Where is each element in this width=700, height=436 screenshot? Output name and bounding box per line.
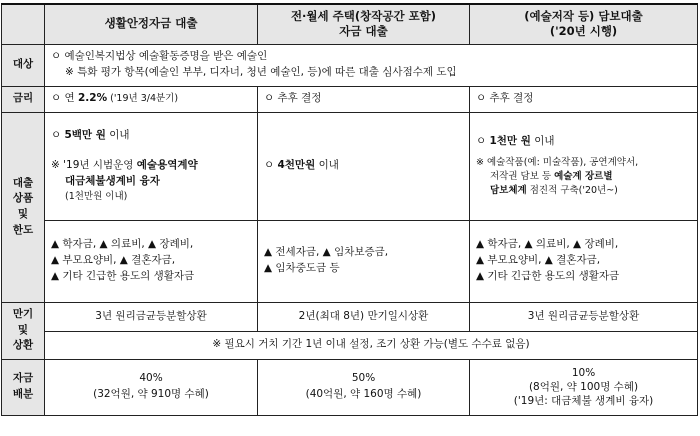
header-housing-line2: 자금 대출 [339, 24, 388, 39]
rate-living-period: ('19년 3/4분기) [107, 93, 179, 105]
rate-living-value: 2.2% [77, 92, 108, 105]
limit-collateral-note3-bold: 담보체계 [490, 185, 527, 196]
limit-housing-prefix: ㅇ [264, 159, 278, 172]
limit-living-amount-value: 5백만 원 [64, 129, 106, 142]
limit-living-amount [51, 128, 251, 144]
header-housing-line1: 전·월세 주택(창작공간 포함) [290, 8, 437, 23]
header-collateral-loan [470, 4, 698, 44]
uses-living-line3: ▲ 기타 긴급한 용도의 생활자금 [51, 269, 195, 282]
funds-collateral-pct: 10% [571, 366, 596, 379]
limit-living-note-prefix: ※ '19년 시범운영 [51, 159, 137, 171]
label-limit-2: 상품 [12, 192, 34, 205]
target-line1: ㅇ 예술인복지법상 예술활동증명을 받은 예술인 [51, 50, 268, 63]
header-living-fund: 생활안정자금 대출 [45, 4, 258, 44]
uses-living-line2: ▲ 부모요양비, ▲ 결혼자금, [51, 254, 176, 267]
row-repay-note [2, 331, 698, 359]
rate-living [45, 86, 258, 112]
limit-living-note-sub: (1천만원 이내) [65, 190, 128, 202]
uses-living-line1: ▲ 학자금, ▲ 의료비, ▲ 장례비, [51, 238, 194, 251]
label-target: 대상 [2, 44, 45, 86]
funds-housing-pct: 50% [351, 372, 376, 385]
uses-collateral [470, 220, 698, 302]
repay-note: ※ 필요시 거치 기간 1년 이내 설정, 조기 상환 가능(별도 수수료 없음) [45, 331, 698, 359]
label-funds [2, 359, 45, 415]
rate-collateral: ㅇ 추후 결정 [470, 86, 698, 112]
limit-housing [258, 112, 470, 220]
uses-collateral-line3: ▲ 기타 긴급한 용도의 생활자금 [476, 269, 620, 282]
limit-collateral-suffix: 이내 [530, 134, 555, 147]
repay-housing: 2년(최대 8년) 만기일시상환 [258, 302, 470, 331]
limit-collateral-note2: 저작권 담보 등 [490, 170, 555, 182]
limit-housing-amount: 4천만원 [277, 159, 316, 172]
row-funds [2, 359, 698, 415]
rate-housing: ㅇ 추후 결정 [258, 86, 470, 112]
rate-living-prefix: ㅇ 연 [51, 92, 78, 105]
header-collateral-line2: ('20년 시행) [549, 24, 618, 39]
uses-housing-line1: ▲ 전세자금, ▲ 임차보증금, [264, 246, 389, 259]
limit-living-prefix: ㅇ [51, 129, 65, 142]
limit-collateral-prefix: ㅇ [476, 134, 490, 147]
limit-living-note-bold1: 예술용역계약 [136, 159, 198, 171]
limit-collateral-note3: 점진적 구축('20년~) [526, 185, 618, 196]
label-funds-2: 배분 [12, 388, 34, 400]
repay-living: 3년 원리금균등분할상환 [45, 302, 258, 331]
funds-collateral-sub2: ('19년: 대금체불 생계비 융자) [513, 395, 654, 408]
limit-living-note-bold2: 대금체불생계비 융자 [65, 174, 160, 187]
label-repay-3: 상환 [12, 339, 34, 352]
label-funds-1: 자금 [12, 372, 34, 385]
label-repay-2: 및 [17, 323, 29, 336]
label-limit-1: 대출 [12, 176, 34, 189]
target-line2: ※ 특화 평가 항목(예술인 부부, 디자너, 청년 예술인, 등)에 따른 대출 심사점수제 도입 [65, 66, 457, 78]
uses-collateral-line2: ▲ 부모요양비, ▲ 결혼자금, [476, 254, 601, 267]
limit-collateral [470, 112, 698, 220]
label-repay-1: 만기 [12, 307, 34, 320]
funds-housing-sub: (40억원, 약 160명 수혜) [305, 388, 422, 400]
limit-living-note [51, 158, 251, 174]
limit-collateral-note2-bold: 예술계 장르별 [554, 170, 613, 182]
label-rate: 금리 [2, 86, 45, 112]
limit-collateral-amount [476, 134, 691, 150]
funds-living-sub: (32억원, 약 910명 수혜) [93, 388, 209, 400]
repay-collateral: 3년 원리금균등분할상환 [470, 302, 698, 331]
uses-housing [258, 220, 470, 302]
funds-collateral [470, 359, 698, 415]
limit-collateral-amount-value: 1천만 원 [489, 134, 531, 147]
header-collateral-line1: (예술저작 등) 담보대출 [524, 8, 643, 23]
uses-living [45, 220, 258, 302]
loan-product-table [1, 3, 698, 416]
row-target [2, 44, 698, 86]
label-repay [2, 302, 45, 359]
funds-living-pct: 40% [139, 372, 163, 385]
row-uses [2, 220, 698, 302]
funds-collateral-sub1: (8억원, 약 100명 수혜) [528, 380, 639, 393]
target-cell [45, 44, 698, 86]
uses-housing-line2: ▲ 임차중도금 등 [264, 262, 340, 274]
header-row [2, 4, 698, 44]
funds-living [45, 359, 258, 415]
limit-housing-suffix: 이내 [315, 159, 339, 172]
limit-living-suffix: 이내 [105, 129, 130, 142]
row-limit [2, 112, 698, 220]
row-rate [2, 86, 698, 112]
limit-collateral-note1: ※ 예술작품(예: 미술작품), 공연계약서, [476, 156, 639, 168]
uses-collateral-line1: ▲ 학자금, ▲ 의료비, ▲ 장례비, [476, 238, 619, 251]
label-limit-4: 한도 [12, 223, 34, 236]
limit-living [45, 112, 258, 220]
row-repay [2, 302, 698, 331]
header-housing-fund [258, 4, 470, 44]
label-limit [2, 112, 45, 302]
funds-housing [258, 359, 470, 415]
header-corner [2, 4, 45, 44]
label-limit-3: 및 [17, 208, 29, 220]
